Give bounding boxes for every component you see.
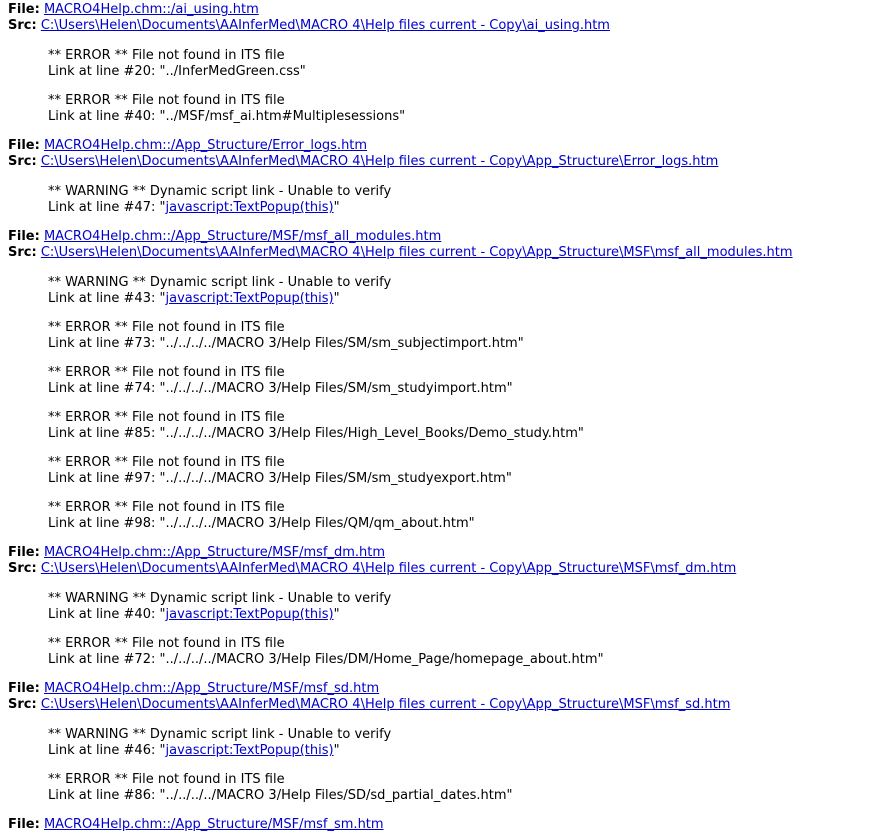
issue-kind: ** ERROR ** File not found in ITS file <box>48 365 285 380</box>
file-label: File: <box>8 2 40 17</box>
issue-item <box>48 275 887 307</box>
src-label: Src: <box>8 18 37 33</box>
issue-item <box>48 500 887 532</box>
link-line-suffix: " <box>468 516 475 531</box>
issue-list <box>8 713 887 804</box>
file-label: File: <box>8 817 40 832</box>
link-line-prefix: Link at line #97: " <box>48 471 166 486</box>
file-line <box>8 2 887 18</box>
issue-kind: ** WARNING ** Dynamic script link - Unable to verify <box>48 591 392 606</box>
issue-list <box>8 261 887 532</box>
link-line-suffix: " <box>517 336 524 351</box>
issue-kind: ** WARNING ** Dynamic script link - Unable to verify <box>48 184 392 199</box>
link-line-suffix: " <box>577 426 584 441</box>
link-target: ../../../../MACRO 3/Help Files/High_Level_Books/Demo_study.htm <box>165 426 578 441</box>
file-link[interactable]: MACRO4Help.chm::/App_Structure/MSF/msf_sd.htm <box>43 681 380 696</box>
src-label: Src: <box>8 245 37 260</box>
file-line <box>8 545 887 561</box>
script-link[interactable]: javascript:TextPopup(this) <box>165 607 334 622</box>
file-label: File: <box>8 545 40 560</box>
issue-item <box>48 93 887 125</box>
link-line-suffix: " <box>299 64 306 79</box>
issue-item <box>48 636 887 668</box>
src-line <box>8 154 887 170</box>
src-label: Src: <box>8 697 37 712</box>
issue-kind: ** ERROR ** File not found in ITS file <box>48 93 285 108</box>
issue-item <box>48 184 887 216</box>
src-link[interactable]: C:\Users\Helen\Documents\AAInferMed\MACRO 4\Help files current - Copy\App_Structure\Error_logs.htm <box>40 154 719 169</box>
link-line-suffix: " <box>399 109 406 124</box>
file-link[interactable]: MACRO4Help.chm::/App_Structure/MSF/msf_dm.htm <box>43 545 386 560</box>
file-label: File: <box>8 681 40 696</box>
issue-link-line <box>48 109 887 125</box>
link-line-prefix: Link at line #86: " <box>48 788 166 803</box>
script-link[interactable]: javascript:TextPopup(this) <box>165 200 334 215</box>
link-line-suffix: " <box>333 607 340 622</box>
link-line-prefix: Link at line #72: " <box>48 652 166 667</box>
issue-item <box>48 727 887 759</box>
issue-link-line <box>48 788 887 804</box>
file-line <box>8 817 887 833</box>
link-target: ../MSF/msf_ai.htm#Multiplesessions <box>165 109 400 124</box>
file-line <box>8 138 887 154</box>
script-link[interactable]: javascript:TextPopup(this) <box>165 291 334 306</box>
file-line <box>8 681 887 697</box>
src-link[interactable]: C:\Users\Helen\Documents\AAInferMed\MACRO 4\Help files current - Copy\App_Structure\MSF\msf_sd.htm <box>40 697 731 712</box>
issue-link-line <box>48 743 887 759</box>
link-line-prefix: Link at line #40: " <box>48 607 166 622</box>
file-block <box>8 229 887 532</box>
src-label: Src: <box>8 561 37 576</box>
file-label: File: <box>8 138 40 153</box>
link-target: ../../../../MACRO 3/Help Files/SD/sd_partial_dates.htm <box>165 788 507 803</box>
link-target: ../../../../MACRO 3/Help Files/DM/Home_Page/homepage_about.htm <box>165 652 598 667</box>
issue-kind: ** ERROR ** File not found in ITS file <box>48 772 285 787</box>
link-target: ../../../../MACRO 3/Help Files/SM/sm_studyexport.htm <box>165 471 506 486</box>
file-link[interactable]: MACRO4Help.chm::/App_Structure/Error_logs.htm <box>43 138 368 153</box>
src-line <box>8 18 887 34</box>
issue-link-line <box>48 652 887 668</box>
issue-link-line <box>48 381 887 397</box>
issue-item <box>48 410 887 442</box>
link-target: ../../../../MACRO 3/Help Files/QM/qm_about.htm <box>165 516 469 531</box>
file-block <box>8 817 887 833</box>
link-line-prefix: Link at line #47: " <box>48 200 166 215</box>
link-line-suffix: " <box>333 200 340 215</box>
issue-link-line <box>48 471 887 487</box>
src-label: Src: <box>8 154 37 169</box>
issue-link-line <box>48 200 887 216</box>
issue-item <box>48 48 887 80</box>
link-target: ../../../../MACRO 3/Help Files/SM/sm_subjectimport.htm <box>165 336 518 351</box>
issue-kind: ** ERROR ** File not found in ITS file <box>48 500 285 515</box>
src-line <box>8 561 887 577</box>
link-line-suffix: " <box>505 471 512 486</box>
issue-kind: ** ERROR ** File not found in ITS file <box>48 320 285 335</box>
issue-link-line <box>48 426 887 442</box>
src-line <box>8 697 887 713</box>
issue-item <box>48 591 887 623</box>
link-line-suffix: " <box>506 381 513 396</box>
issue-kind: ** ERROR ** File not found in ITS file <box>48 636 285 651</box>
link-target: ../../../../MACRO 3/Help Files/SM/sm_studyimport.htm <box>165 381 507 396</box>
issue-list <box>8 577 887 668</box>
file-block <box>8 681 887 804</box>
link-line-suffix: " <box>597 652 604 667</box>
link-line-prefix: Link at line #43: " <box>48 291 166 306</box>
link-target: ../InferMedGreen.css <box>165 64 300 79</box>
link-line-prefix: Link at line #20: " <box>48 64 166 79</box>
link-line-prefix: Link at line #73: " <box>48 336 166 351</box>
file-link[interactable]: MACRO4Help.chm::/ai_using.htm <box>43 2 259 17</box>
issue-link-line <box>48 336 887 352</box>
issue-kind: ** ERROR ** File not found in ITS file <box>48 410 285 425</box>
issue-kind: ** ERROR ** File not found in ITS file <box>48 48 285 63</box>
issue-list <box>8 170 887 216</box>
link-line-prefix: Link at line #85: " <box>48 426 166 441</box>
link-line-suffix: " <box>333 743 340 758</box>
file-link[interactable]: MACRO4Help.chm::/App_Structure/MSF/msf_all_modules.htm <box>43 229 442 244</box>
src-link[interactable]: C:\Users\Helen\Documents\AAInferMed\MACRO 4\Help files current - Copy\ai_using.htm <box>40 18 610 33</box>
link-line-suffix: " <box>506 788 513 803</box>
issue-kind: ** WARNING ** Dynamic script link - Unable to verify <box>48 727 392 742</box>
issue-item <box>48 365 887 397</box>
file-block <box>8 2 887 125</box>
issue-kind: ** WARNING ** Dynamic script link - Unable to verify <box>48 275 392 290</box>
file-link[interactable]: MACRO4Help.chm::/App_Structure/MSF/msf_sm.htm <box>43 817 384 832</box>
link-line-prefix: Link at line #74: " <box>48 381 166 396</box>
file-block <box>8 138 887 216</box>
link-line-prefix: Link at line #98: " <box>48 516 166 531</box>
issue-item <box>48 320 887 352</box>
link-line-prefix: Link at line #46: " <box>48 743 166 758</box>
issue-item <box>48 772 887 804</box>
issue-list <box>8 34 887 125</box>
issue-link-line <box>48 64 887 80</box>
link-line-prefix: Link at line #40: " <box>48 109 166 124</box>
src-link[interactable]: C:\Users\Helen\Documents\AAInferMed\MACRO 4\Help files current - Copy\App_Structure\MSF\msf_dm.htm <box>40 561 737 576</box>
issue-link-line <box>48 291 887 307</box>
issue-link-line <box>48 607 887 623</box>
issue-kind: ** ERROR ** File not found in ITS file <box>48 455 285 470</box>
script-link[interactable]: javascript:TextPopup(this) <box>165 743 334 758</box>
src-link[interactable]: C:\Users\Helen\Documents\AAInferMed\MACRO 4\Help files current - Copy\App_Structure\MSF\msf_all_modules.htm <box>40 245 793 260</box>
file-line <box>8 229 887 245</box>
issue-item <box>48 455 887 487</box>
link-line-suffix: " <box>333 291 340 306</box>
issue-link-line <box>48 516 887 532</box>
src-line <box>8 245 887 261</box>
file-block <box>8 545 887 668</box>
file-label: File: <box>8 229 40 244</box>
